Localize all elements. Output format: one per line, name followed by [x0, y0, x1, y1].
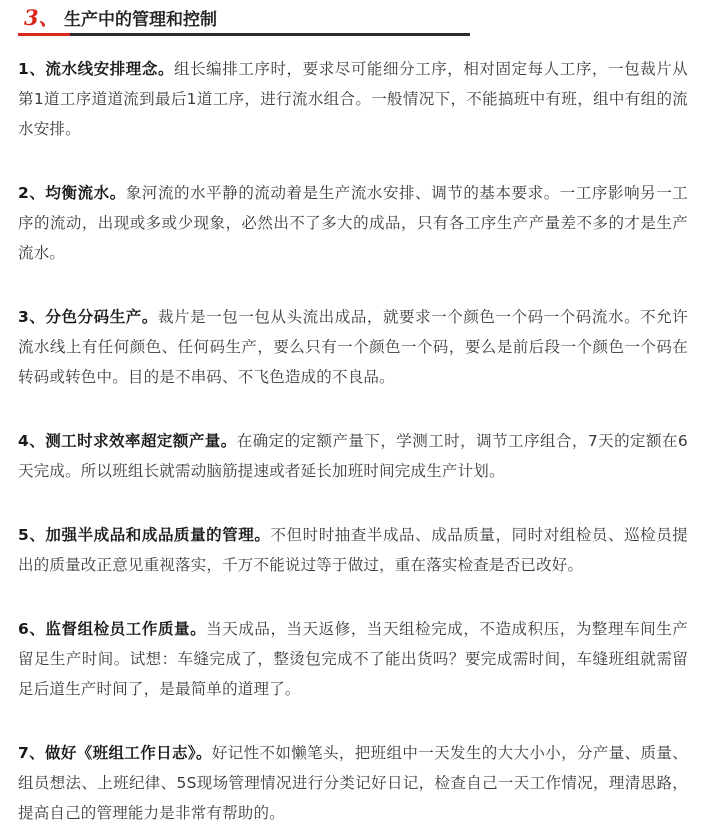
section-number: 3、 — [24, 5, 60, 30]
item-title: 2、均衡流水。 — [18, 184, 126, 202]
section-header — [18, 0, 688, 36]
list-item — [18, 426, 688, 486]
item-title: 6、监督组检员工作质量。 — [18, 620, 207, 638]
item-body: 裁片是一包一包从头流出成品，就要求一个颜色一个码一个码流水。不允许流水线上有任何颜色、任何码生产，要么只有一个颜色一个码，要么是前后段一个颜色一个码在转码或转色中。目的是不串码、不飞色造成的不良品。 — [18, 308, 688, 386]
item-title: 1、流水线安排理念。 — [18, 60, 175, 78]
item-body: 好记性不如懒笔头，把班组中一天发生的大大小小，分产量、质量、组员想法、上班纪律、5S现场管理情况进行分类记好日记，检查自己一天工作情况，理清思路，提高自己的管理能力是非常有帮助的。 — [18, 744, 688, 822]
item-body: 不但时时抽查半成品、成品质量，同时对组检员、巡检员提出的质量改正意见重视落实，千万不能说过等于做过，重在落实检查是否已改好。 — [18, 526, 688, 574]
item-body: 当天成品，当天返修，当天组检完成，不造成积压，为整理车间生产留足生产时间。试想：车缝完成了，整烫包完成不了能出货吗？要完成需时间，车缝班组就需留足后道生产时间了，是最简单的道理了。 — [18, 620, 688, 698]
header-underline — [70, 33, 470, 36]
list-item — [18, 178, 688, 268]
item-title: 7、做好《班组工作日志》。 — [18, 744, 212, 762]
item-body: 在确定的定额产量下，学测工时，调节工序组合，7天的定额在6天完成。所以班组长就需动脑筋提速或者延长加班时间完成生产计划。 — [18, 432, 688, 480]
list-item — [18, 738, 688, 828]
list-item — [18, 302, 688, 392]
list-item — [18, 520, 688, 580]
item-list — [18, 54, 688, 828]
list-item — [18, 614, 688, 704]
item-body: 组长编排工序时，要求尽可能细分工序，相对固定每人工序，一包裁片从第1道工序道道流到最后1道工序，进行流水组合。一般情况下，不能搞班中有班，组中有组的流水安排。 — [18, 60, 688, 138]
list-item — [18, 54, 688, 144]
item-title: 3、分色分码生产。 — [18, 308, 158, 326]
header-underline-accent — [18, 33, 70, 36]
item-body: 象河流的水平静的流动着是生产流水安排、调节的基本要求。一工序影响另一工序的流动，出现或多或少现象，必然出不了多大的成品，只有各工序生产产量差不多的才是生产流水。 — [18, 184, 689, 262]
item-title: 4、测工时求效率超定额产量。 — [18, 432, 237, 450]
item-title: 5、加强半成品和成品质量的管理。 — [18, 526, 271, 544]
section-title: 生产中的管理和控制 — [64, 10, 217, 30]
